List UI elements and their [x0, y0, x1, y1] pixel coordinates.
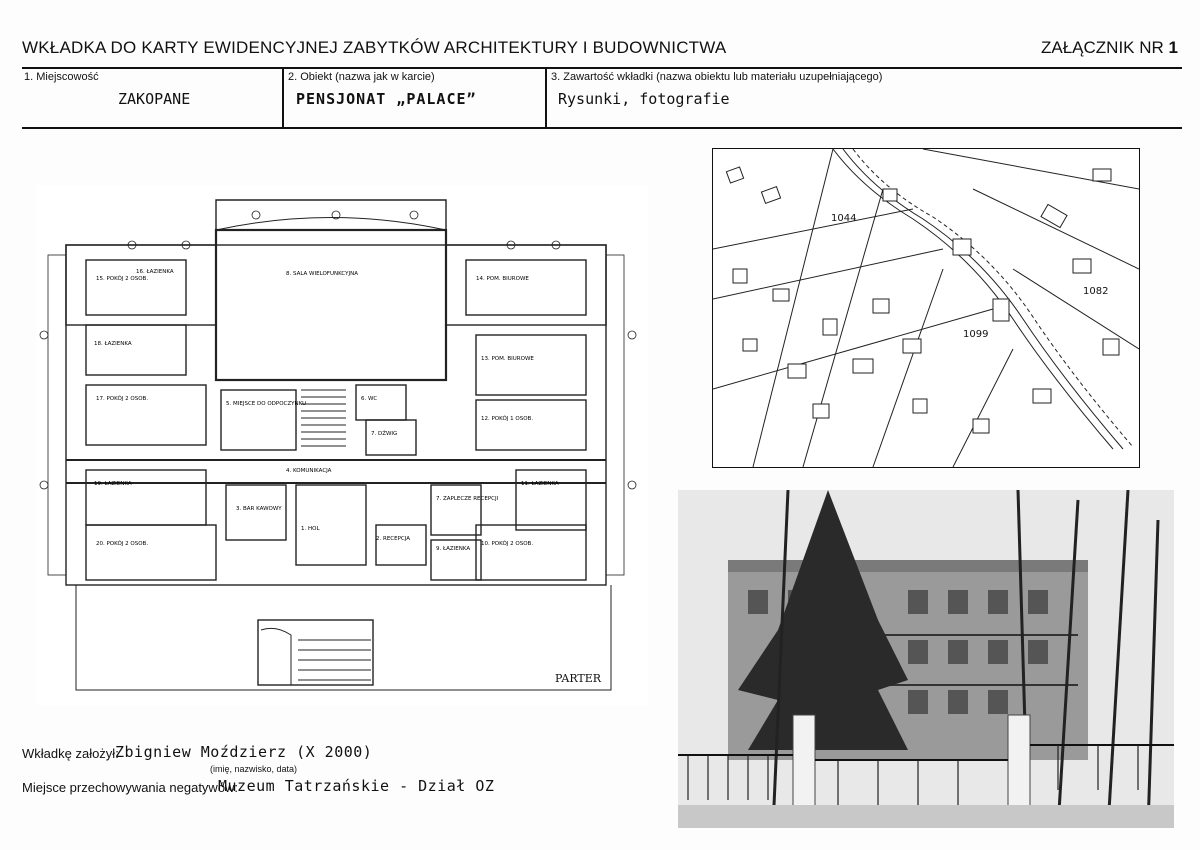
field-divider: [545, 68, 547, 128]
floor-plan-drawing: [36, 185, 648, 705]
room-label: 11. ŁAZIENKA: [521, 481, 559, 487]
room-label: 12. POKÓJ 1 OSOB.: [481, 416, 534, 422]
room-label: 2. RECEPCJA: [376, 536, 411, 542]
object-value: PENSJONAT „PALACE”: [296, 90, 477, 108]
floor-plan-svg: [36, 185, 648, 705]
map-parcel-label: 1082: [1083, 286, 1109, 297]
room-label: 7. ZAPLECZE RECEPCJI: [436, 496, 499, 502]
storage-label: Miejsce przechowywania negatywów:: [22, 780, 239, 795]
room-label: 19. ŁAZIENKA: [94, 481, 132, 487]
building-photograph: [678, 490, 1174, 828]
map-parcel-label: 1099: [963, 329, 989, 340]
room-label: 3. BAR KAWOWY: [236, 506, 282, 512]
annex-number-value: 1: [1168, 38, 1178, 57]
room-label: 16. ŁAZIENKA: [136, 269, 174, 275]
annex-prefix: ZAŁĄCZNIK NR: [1041, 38, 1169, 57]
author-value: Zbigniew Moździerz (X 2000): [115, 743, 373, 761]
room-label: 8. SALA WIELOFUNKCYJNA: [286, 271, 358, 277]
room-label: 17. POKÓJ 2 OSOB.: [96, 396, 149, 402]
room-label: 20. POKÓJ 2 OSOB.: [96, 541, 149, 547]
object-label: 2. Obiekt (nazwa jak w karcie): [288, 71, 435, 83]
room-label: 1. HOL: [301, 526, 320, 532]
document-title: WKŁADKA DO KARTY EWIDENCYJNEJ ZABYTKÓW ARCHITEKTURY I BUDOWNICTWA: [22, 38, 727, 57]
author-label: Wkładkę założył:: [22, 746, 119, 761]
room-label: 4. KOMUNIKACJA: [286, 468, 332, 474]
room-label: 14. POM. BIUROWE: [476, 276, 529, 282]
room-label: 6. WC: [361, 396, 378, 402]
floor-label: PARTER: [555, 672, 602, 685]
header-rule: [22, 67, 1182, 69]
room-label: 5. MIEJSCE DO ODPOCZYNKU: [226, 401, 307, 407]
building-photo-svg: [678, 490, 1174, 828]
storage-value: Muzeum Tatrzańskie - Dział OZ: [218, 777, 495, 795]
author-hint: (imię, nazwisko, data): [210, 764, 298, 774]
map-parcel-label: 1044: [831, 213, 857, 224]
room-label: 15. POKÓJ 2 OSOB.: [96, 276, 149, 282]
room-label: 10. POKÓJ 2 OSOB.: [481, 541, 534, 547]
field-divider: [282, 68, 284, 128]
annex-number: [1041, 38, 1178, 58]
location-map: [712, 148, 1140, 468]
room-label: 9. ŁAZIENKA: [436, 546, 471, 552]
fields-rule: [22, 127, 1182, 129]
content-label: 3. Zawartość wkładki (nazwa obiektu lub materiału uzupełniającego): [551, 71, 883, 83]
location-map-svg: [713, 149, 1139, 467]
content-value: Rysunki, fotografie: [558, 90, 730, 108]
room-label: 18. ŁAZIENKA: [94, 341, 132, 347]
room-label: 13. POM. BIUROWE: [481, 356, 534, 362]
location-value: ZAKOPANE: [118, 90, 191, 108]
room-label: 7. DŻWIG: [371, 431, 398, 437]
location-label: 1. Miejscowość: [24, 71, 99, 83]
